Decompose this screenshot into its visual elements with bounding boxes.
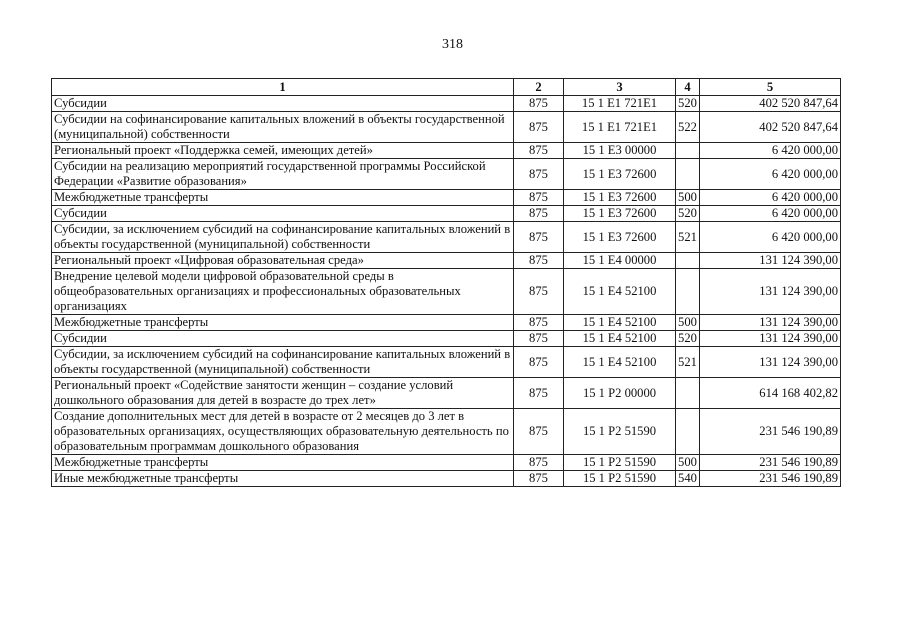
- table-row: [52, 143, 841, 159]
- row-expense-type: 521: [676, 347, 700, 378]
- row-expense-type: 522: [676, 112, 700, 143]
- row-ministry-code: 875: [514, 253, 564, 269]
- row-name: Субсидии: [52, 206, 514, 222]
- row-ministry-code: 875: [514, 269, 564, 315]
- row-name: Субсидии на софинансирование капитальных вложений в объекты государственной (муниципальной) собственности: [52, 112, 514, 143]
- row-name: Внедрение целевой модели цифровой образовательной среды в общеобразовательных организациях и профессиональных образовательных организациях: [52, 269, 514, 315]
- table-row: [52, 269, 841, 315]
- row-name: Региональный проект «Поддержка семей, имеющих детей»: [52, 143, 514, 159]
- row-ministry-code: 875: [514, 159, 564, 190]
- row-expense-type: [676, 269, 700, 315]
- header-col-4: 4: [676, 79, 700, 96]
- row-amount: 131 124 390,00: [700, 253, 841, 269]
- row-amount: 402 520 847,64: [700, 96, 841, 112]
- row-name: Межбюджетные трансферты: [52, 455, 514, 471]
- row-ministry-code: 875: [514, 96, 564, 112]
- row-ministry-code: 875: [514, 378, 564, 409]
- row-target-article: 15 1 E3 72600: [564, 190, 676, 206]
- row-ministry-code: 875: [514, 471, 564, 487]
- row-expense-type: 520: [676, 331, 700, 347]
- row-target-article: 15 1 E3 00000: [564, 143, 676, 159]
- row-target-article: 15 1 P2 51590: [564, 455, 676, 471]
- row-target-article: 15 1 E4 00000: [564, 253, 676, 269]
- row-target-article: 15 1 E1 721E1: [564, 96, 676, 112]
- row-target-article: 15 1 E3 72600: [564, 206, 676, 222]
- row-target-article: 15 1 E4 52100: [564, 347, 676, 378]
- row-amount: 131 124 390,00: [700, 331, 841, 347]
- table-row: [52, 315, 841, 331]
- row-expense-type: [676, 409, 700, 455]
- row-amount: 231 546 190,89: [700, 471, 841, 487]
- row-amount: 402 520 847,64: [700, 112, 841, 143]
- row-target-article: 15 1 P2 00000: [564, 378, 676, 409]
- row-target-article: 15 1 E4 52100: [564, 315, 676, 331]
- row-expense-type: [676, 143, 700, 159]
- row-ministry-code: 875: [514, 112, 564, 143]
- header-col-5: 5: [700, 79, 841, 96]
- row-name: Субсидии: [52, 96, 514, 112]
- row-expense-type: 520: [676, 96, 700, 112]
- row-expense-type: 521: [676, 222, 700, 253]
- row-amount: 231 546 190,89: [700, 455, 841, 471]
- row-expense-type: [676, 253, 700, 269]
- row-expense-type: [676, 378, 700, 409]
- row-amount: 614 168 402,82: [700, 378, 841, 409]
- page-number: 318: [442, 37, 463, 52]
- header-col-1: 1: [52, 79, 514, 96]
- row-ministry-code: 875: [514, 347, 564, 378]
- table-row: [52, 112, 841, 143]
- budget-table: [51, 78, 841, 487]
- row-amount: 6 420 000,00: [700, 143, 841, 159]
- row-amount: 131 124 390,00: [700, 269, 841, 315]
- table-row: [52, 378, 841, 409]
- table-row: [52, 471, 841, 487]
- table-row: [52, 206, 841, 222]
- row-ministry-code: 875: [514, 315, 564, 331]
- row-target-article: 15 1 E1 721E1: [564, 112, 676, 143]
- row-name: Создание дополнительных мест для детей в возрасте от 2 месяцев до 3 лет в образовательных организациях, осуществляющих образовательную деятельность по образовательным программам дошкольного образования: [52, 409, 514, 455]
- row-target-article: 15 1 E4 52100: [564, 269, 676, 315]
- row-expense-type: 500: [676, 190, 700, 206]
- row-amount: 131 124 390,00: [700, 347, 841, 378]
- table-row: [52, 222, 841, 253]
- row-target-article: 15 1 P2 51590: [564, 409, 676, 455]
- header-col-3: 3: [564, 79, 676, 96]
- row-target-article: 15 1 P2 51590: [564, 471, 676, 487]
- row-expense-type: 520: [676, 206, 700, 222]
- row-ministry-code: 875: [514, 206, 564, 222]
- header-row: [52, 79, 841, 96]
- row-name: Субсидии на реализацию мероприятий государственной программы Российской Федерации «Развитие образования»: [52, 159, 514, 190]
- table-row: [52, 96, 841, 112]
- row-expense-type: 540: [676, 471, 700, 487]
- row-expense-type: [676, 159, 700, 190]
- table-row: [52, 253, 841, 269]
- table-row: [52, 190, 841, 206]
- row-expense-type: 500: [676, 455, 700, 471]
- row-expense-type: 500: [676, 315, 700, 331]
- row-amount: 6 420 000,00: [700, 222, 841, 253]
- table-row: [52, 455, 841, 471]
- row-name: Межбюджетные трансферты: [52, 315, 514, 331]
- table-row: [52, 159, 841, 190]
- row-name: Региональный проект «Содействие занятости женщин – создание условий дошкольного образования для детей в возрасте до трех лет»: [52, 378, 514, 409]
- table-row: [52, 331, 841, 347]
- row-ministry-code: 875: [514, 222, 564, 253]
- row-ministry-code: 875: [514, 143, 564, 159]
- row-name: Субсидии, за исключением субсидий на софинансирование капитальных вложений в объекты государственной (муниципальной) собственности: [52, 222, 514, 253]
- row-ministry-code: 875: [514, 409, 564, 455]
- row-ministry-code: 875: [514, 455, 564, 471]
- row-target-article: 15 1 E3 72600: [564, 159, 676, 190]
- row-name: Межбюджетные трансферты: [52, 190, 514, 206]
- header-col-2: 2: [514, 79, 564, 96]
- table-row: [52, 409, 841, 455]
- row-name: Иные межбюджетные трансферты: [52, 471, 514, 487]
- row-ministry-code: 875: [514, 190, 564, 206]
- row-target-article: 15 1 E4 52100: [564, 331, 676, 347]
- row-name: Региональный проект «Цифровая образовательная среда»: [52, 253, 514, 269]
- row-target-article: 15 1 E3 72600: [564, 222, 676, 253]
- row-amount: 231 546 190,89: [700, 409, 841, 455]
- row-ministry-code: 875: [514, 331, 564, 347]
- row-name: Субсидии: [52, 331, 514, 347]
- row-amount: 6 420 000,00: [700, 206, 841, 222]
- row-amount: 6 420 000,00: [700, 159, 841, 190]
- row-amount: 6 420 000,00: [700, 190, 841, 206]
- row-name: Субсидии, за исключением субсидий на софинансирование капитальных вложений в объекты государственной (муниципальной) собственности: [52, 347, 514, 378]
- row-amount: 131 124 390,00: [700, 315, 841, 331]
- table-row: [52, 347, 841, 378]
